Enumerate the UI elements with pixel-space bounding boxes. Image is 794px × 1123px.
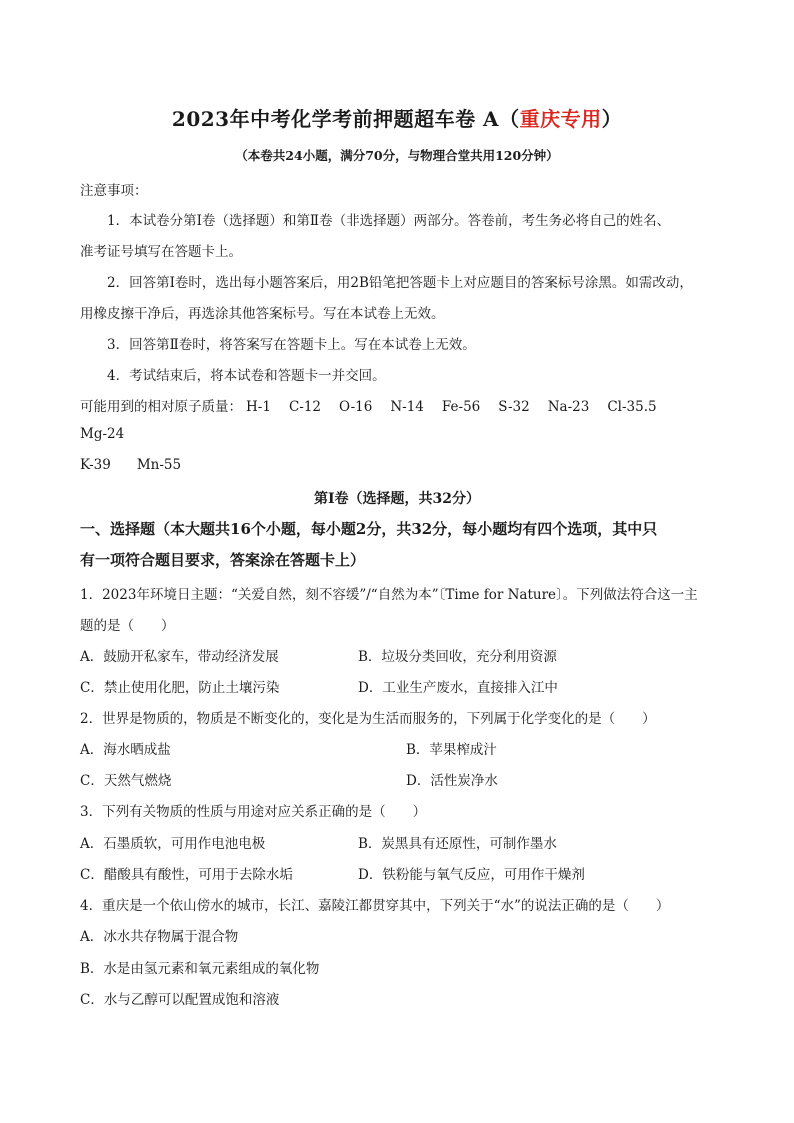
question-2-option-d[interactable]: D．活性炭净水 (406, 773, 498, 789)
mass-value: Cl-35.5 (607, 399, 657, 415)
section-heading-line-2: 有一项符合题目要求，答案涂在答题卡上） (80, 551, 366, 569)
notice-item-2-line-2: 用橡皮擦干净后，再选涂其他答案标号。写在本试卷上无效。 (80, 306, 445, 322)
question-1-option-a[interactable]: A．鼓励开私家车，带动经济发展 (80, 649, 279, 665)
question-2-option-b[interactable]: B．苹果榨成汁 (406, 742, 497, 758)
atomic-mass-row-3 (80, 457, 199, 473)
page-title (0, 103, 794, 132)
notice-item-4: 4．考试结束后，将本试卷和答题卡一并交回。 (107, 368, 386, 384)
question-1-option-d[interactable]: D．工业生产废水，直接排入江中 (358, 680, 558, 696)
question-3-option-c[interactable]: C．醋酸具有酸性，可用于去除水垢 (80, 867, 293, 883)
question-1-option-b[interactable]: B．垃圾分类回收，充分利用资源 (358, 649, 557, 665)
title-main: 2023年中考化学考前押题超车卷 A（ (171, 107, 520, 131)
page-subtitle: （本卷共24小题，满分70分，与物理合堂共用120分钟） (235, 148, 559, 163)
section-heading-line-1: 一、选择题（本大题共16个小题，每小题2分，共32分，每小题均有四个选项，其中只 (80, 520, 658, 538)
question-3-stem: 3．下列有关物质的性质与用途对应关系正确的是（ ） (80, 804, 427, 820)
notice-item-1-line-2: 准考证号填写在答题卡上。 (80, 244, 242, 260)
question-2-option-c[interactable]: C．天然气燃烧 (80, 773, 172, 789)
question-4-option-b[interactable]: B．水是由氢元素和氧元素组成的氧化物 (80, 961, 320, 977)
question-4-option-a[interactable]: A．冰水共存物属于混合物 (80, 929, 239, 945)
notice-item-2-line-1: 2．回答第Ⅰ卷时，选出每小题答案后，用2B铅笔把答题卡上对应题目的答案标号涂黑。如需改动， (107, 275, 693, 291)
question-2-option-a[interactable]: A．海水晒成盐 (80, 742, 171, 758)
question-1-stem-line-2: 题的是（ ） (80, 618, 175, 634)
question-4-option-c[interactable]: C．水与乙醇可以配置成饱和溶液 (80, 992, 280, 1008)
mass-value: Na-23 (547, 399, 590, 415)
mass-value: C-12 (288, 399, 322, 415)
question-3-option-b[interactable]: B．炭黑具有还原性，可制作墨水 (358, 836, 557, 852)
mass-value: N-14 (390, 399, 424, 415)
mass-value: K-39 (80, 457, 111, 473)
atomic-mass-label: 可能用到的相对原子质量： (80, 399, 242, 415)
question-1-stem-line-1: 1．2023年环境日主题：“关爱自然，刻不容缓”/“自然为本”〔Time for Nature〕。下列做法符合这一主 (80, 587, 698, 603)
notice-heading: 注意事项： (80, 183, 148, 199)
notice-item-3: 3．回答第Ⅱ卷时，将答案写在答题卡上。写在本试卷上无效。 (107, 337, 476, 353)
question-1-option-c[interactable]: C．禁止使用化肥，防止土壤污染 (80, 680, 280, 696)
mass-value: Mn-55 (136, 457, 182, 473)
atomic-mass-row-1 (80, 395, 675, 415)
mass-value: Fe-56 (441, 399, 481, 415)
mass-value: O-16 (339, 399, 373, 415)
section-title: 第Ⅰ卷（选择题，共32分） (313, 491, 481, 507)
mass-value: S-32 (498, 399, 530, 415)
question-3-option-d[interactable]: D．铁粉能与氧气反应，可用作干燥剂 (358, 867, 585, 883)
atomic-mass-row-2: Mg-24 (80, 426, 125, 442)
question-4-stem: 4．重庆是一个依山傍水的城市，长江、嘉陵江都贯穿其中，下列关于“水”的说法正确的是（ ） (80, 898, 670, 914)
mass-value: H-1 (246, 399, 271, 415)
question-2-stem: 2．世界是物质的，物质是不断变化的，变化是为生活而服务的，下列属于化学变化的是（ ） (80, 711, 656, 727)
question-3-option-a[interactable]: A．石墨质软，可用作电池电极 (80, 836, 266, 852)
title-region: 重庆专用 (519, 107, 602, 131)
title-end: ） (601, 107, 623, 131)
notice-item-1-line-1: 1．本试卷分第Ⅰ卷（选择题）和第Ⅱ卷（非选择题）两部分。答卷前，考生务必将自己的姓名、 (107, 213, 671, 229)
